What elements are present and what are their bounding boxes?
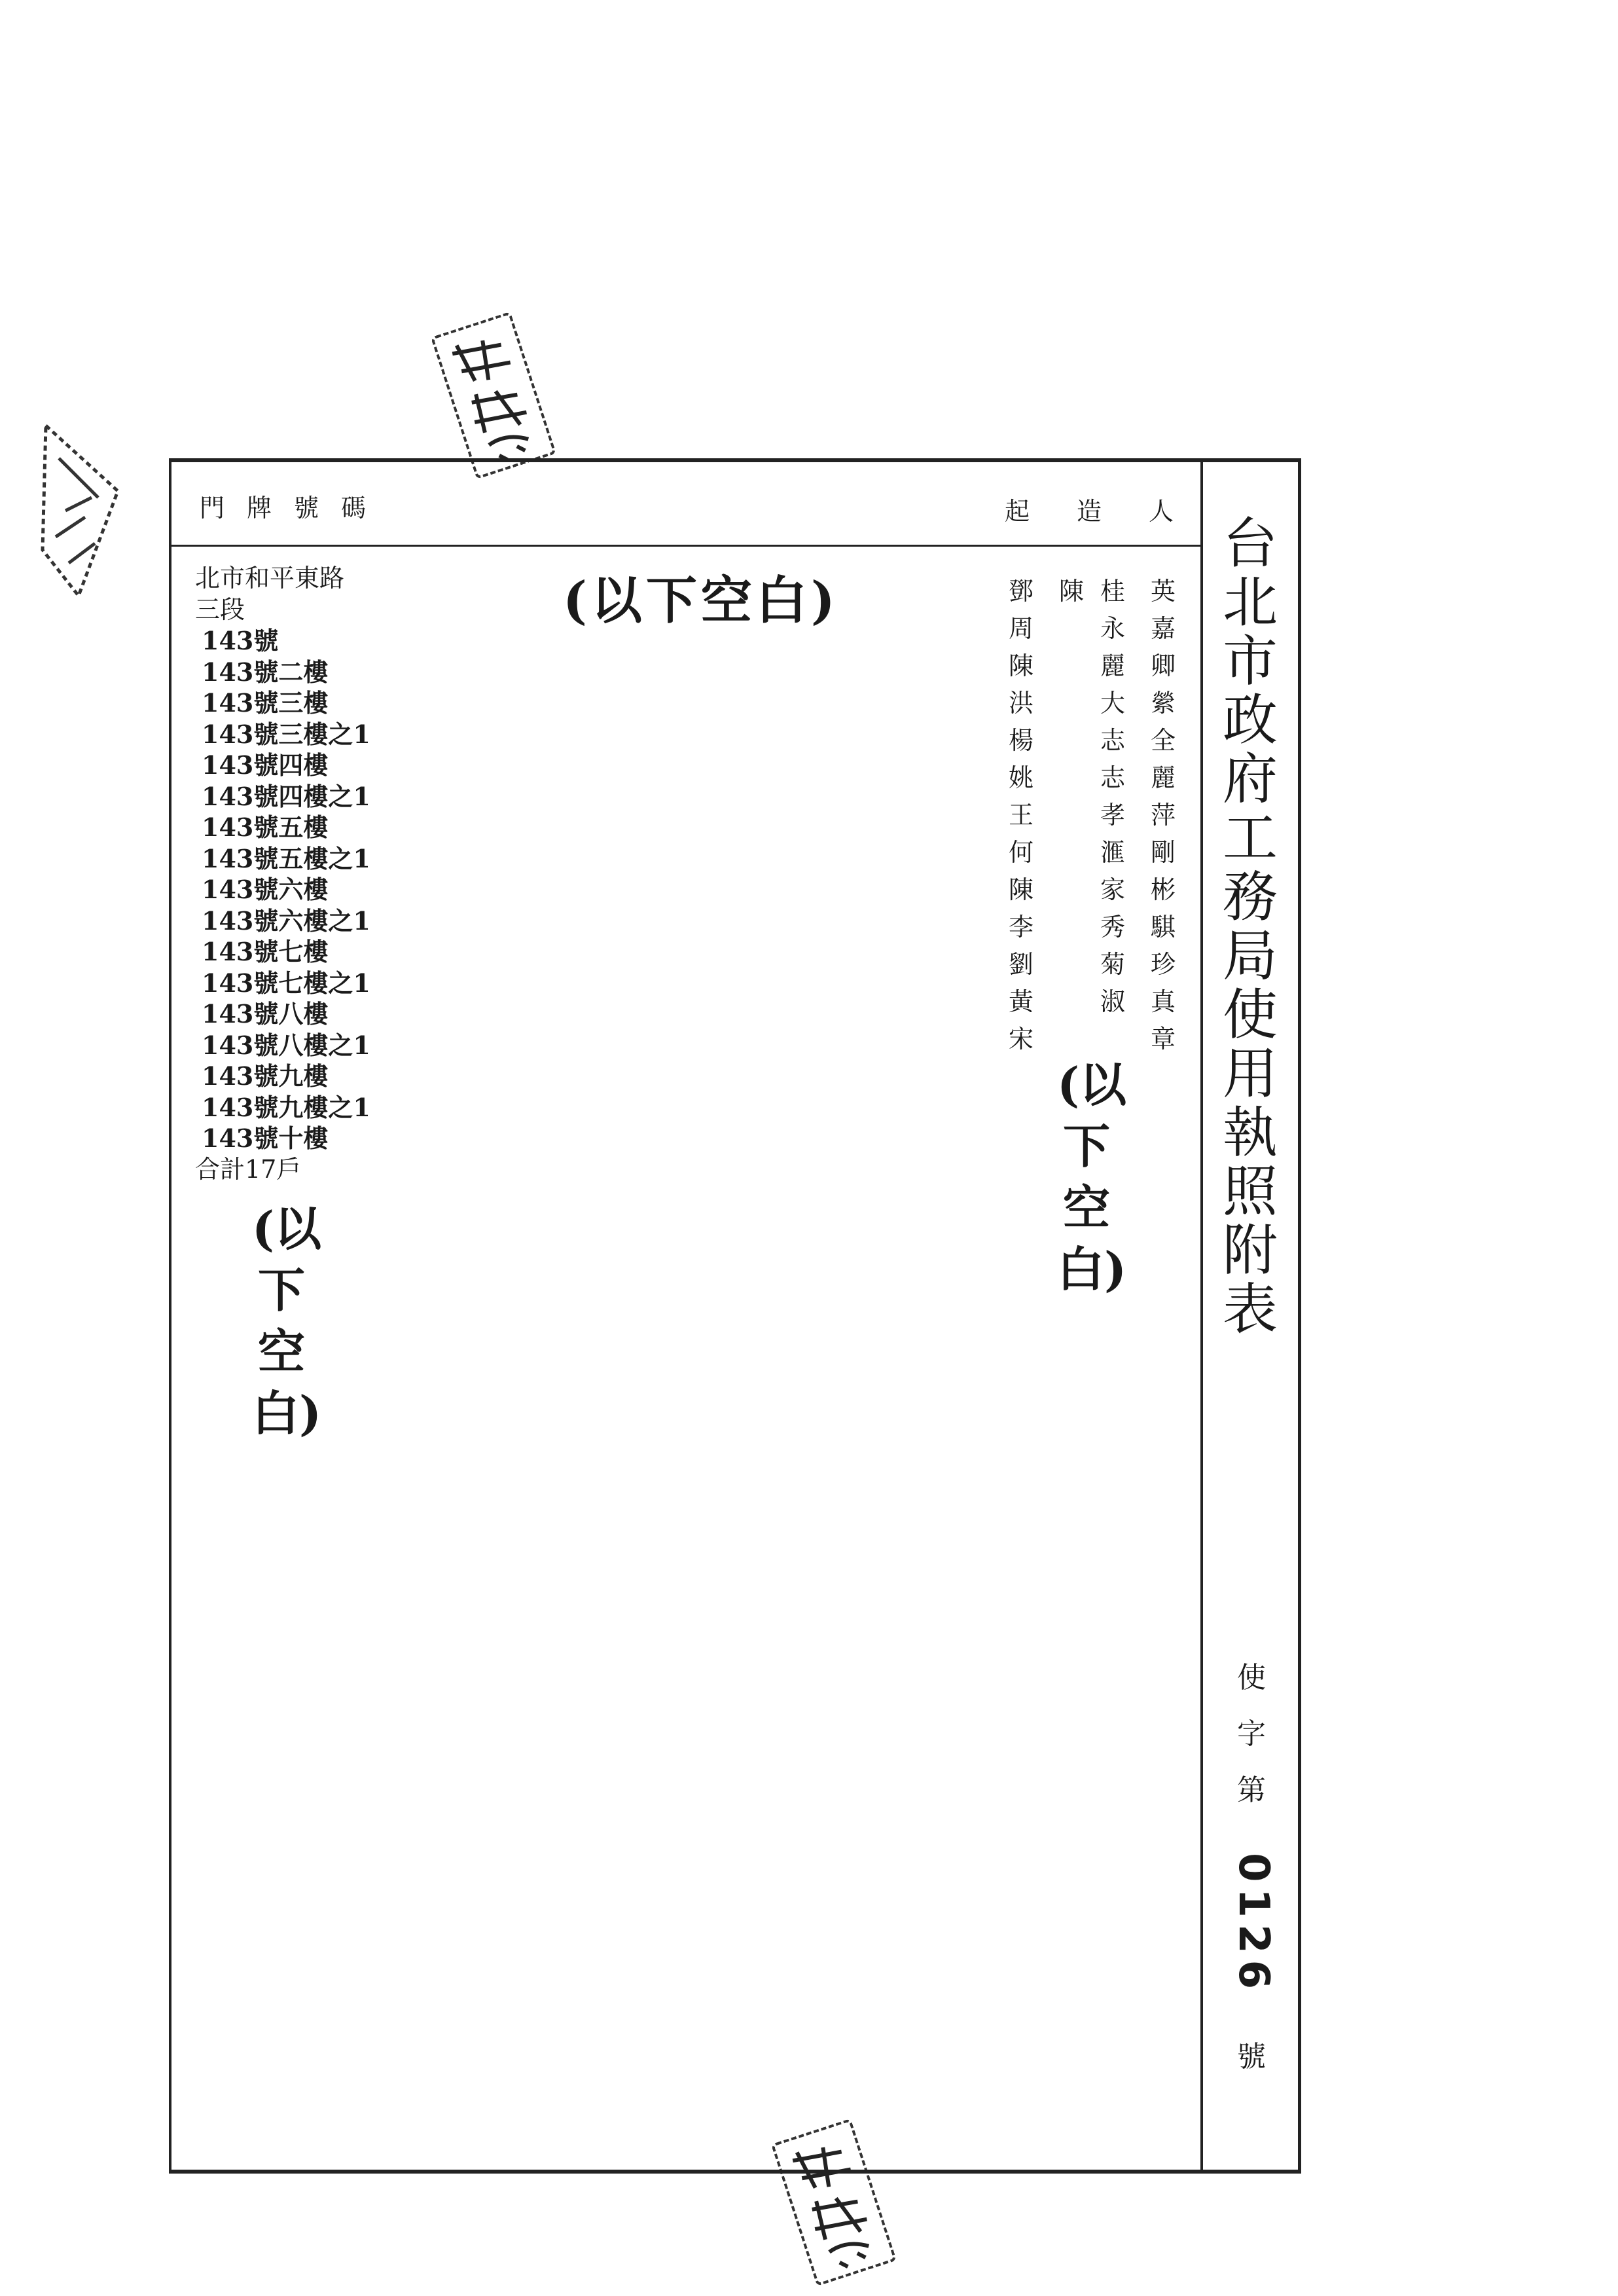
address-unit: 143號七樓之1 <box>202 968 370 998</box>
builder-column-4: 鄧周陳洪楊姚王何陳李劉黃宋 <box>1008 577 1034 1053</box>
address-unit: 143號九樓 <box>202 1061 329 1091</box>
address-unit: 143號五樓 <box>202 812 329 842</box>
address-unit: 143號九樓之1 <box>202 1092 370 1122</box>
blank-mark-builders: (以下空白) <box>1057 1057 1127 1297</box>
address-unit: 143號三樓之1 <box>202 719 370 749</box>
blank-mark-address: (以下空白) <box>252 1201 322 1441</box>
permit-number: 0126 <box>1229 1853 1278 1996</box>
address-list <box>195 563 370 1185</box>
address-unit: 143號六樓 <box>202 875 329 904</box>
permit-prefix: 使字第 <box>1237 1661 1266 1807</box>
permit-suffix: 號 <box>1237 2040 1266 2073</box>
address-unit: 143號 <box>202 626 279 655</box>
address-unit: 143號四樓之1 <box>202 781 370 811</box>
blank-mark-top: (以下空白) <box>563 571 839 630</box>
address-unit: 143號五樓之1 <box>202 843 370 873</box>
address-section: 三段 <box>195 594 245 624</box>
address-total: 合計17戶 <box>195 1154 302 1184</box>
builder-column-3: 陳 <box>1058 577 1084 606</box>
address-header: 門牌號碼 <box>200 494 389 522</box>
builder-column-2: 桂永麗大志 志孝滙家秀菊淑 <box>1100 577 1151 1016</box>
builder-header: 起造人 <box>1005 497 1221 526</box>
address-unit: 143號八樓 <box>202 999 329 1029</box>
title-column-divider <box>1200 462 1203 2170</box>
form-title: 台北市政府工務局使用執照附表 <box>1222 511 1278 1341</box>
address-unit: 143號十樓 <box>202 1123 329 1153</box>
address-unit: 143號七樓 <box>202 937 329 966</box>
address-unit: 143號八樓之1 <box>202 1030 370 1060</box>
address-unit: 143號三樓 <box>202 688 329 718</box>
address-unit: 143號六樓之1 <box>202 905 370 936</box>
seal-stamp-top <box>431 312 556 479</box>
builder-column-1: 英嘉卿縈全麗萍剛彬騏珍真章 <box>1150 577 1176 1053</box>
address-unit: 143號四樓 <box>202 750 329 780</box>
header-divider <box>171 545 1201 547</box>
address-street: 北市和平東路 <box>195 564 345 592</box>
address-unit: 143號二樓 <box>202 657 329 687</box>
seal-stamp-glyphs <box>434 315 553 476</box>
edge-stamp-fragment <box>39 419 131 602</box>
